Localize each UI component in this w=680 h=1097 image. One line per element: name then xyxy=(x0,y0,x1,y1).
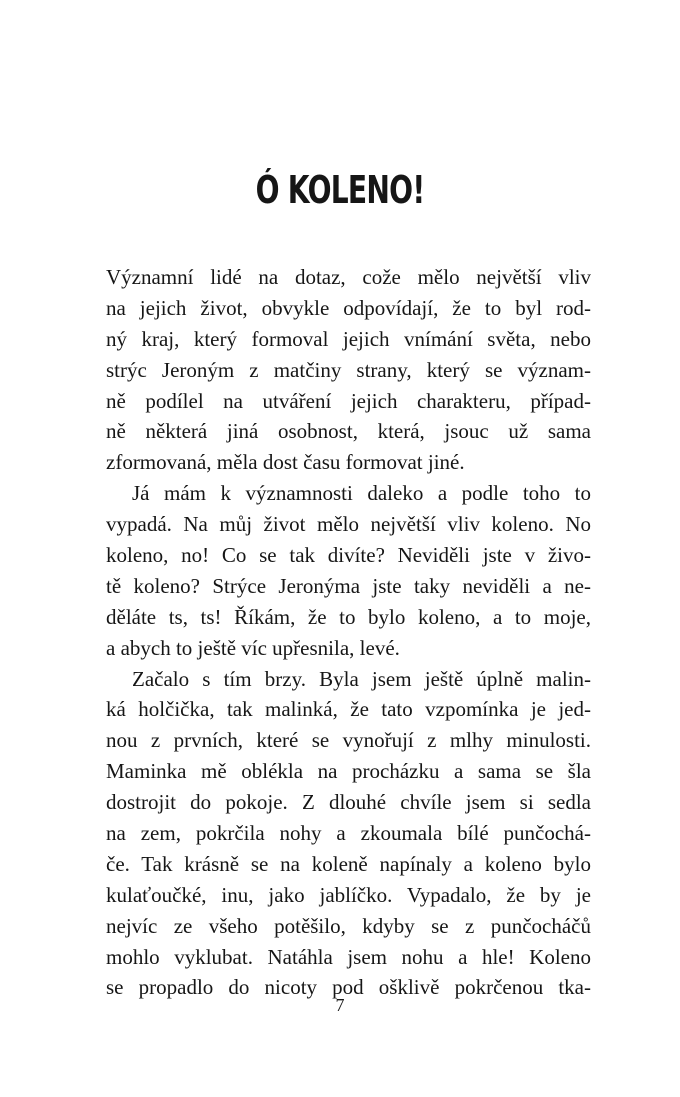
text-line: kulaťoučké, inu, jako jablíčko. Vypadalo, že by je xyxy=(106,882,591,907)
text-line: nejvíc ze všeho potěšilo, kdyby se z punčocháčů xyxy=(106,913,591,938)
text-line: na jejich život, obvykle odpovídají, že to byl rod- xyxy=(106,295,591,320)
text-line: ně některá jiná osobnost, která, jsouc už sama xyxy=(106,419,591,444)
text-line: ká holčička, tak malinká, že tato vzpomínka je jed- xyxy=(106,697,591,722)
text-line: Významní lidé na dotaz, cože mělo největší vliv xyxy=(106,265,591,289)
text-line: nou z prvních, které se vynořují z mlhy minulosti. xyxy=(106,728,591,753)
text-line: Maminka mě oblékla na procházku a sama se šla xyxy=(106,759,591,784)
body-text xyxy=(106,262,591,1003)
text-line: mohlo vyklubat. Natáhla jsem nohu a hle! Koleno xyxy=(106,944,591,969)
text-line: děláte ts, ts! Říkám, že to bylo koleno, a to moje, xyxy=(106,604,591,629)
text-line: Začalo s tím brzy. Byla jsem ještě úplně malin- xyxy=(132,666,591,691)
text-line: a abych to ještě víc upřesnila, levé. xyxy=(106,635,400,660)
text-line: dostrojit do pokoje. Z dlouhé chvíle jsem si sedla xyxy=(106,790,591,815)
text-line: Já mám k významnosti daleko a podle toho to xyxy=(132,481,591,506)
text-line: se propadlo do nicoty pod ošklivě pokrčenou tka- xyxy=(106,975,591,1000)
text-line: na zem, pokrčila nohy a zkoumala bílé punčochá- xyxy=(106,821,591,846)
text-line: ný kraj, který formoval jejich vnímání světa, nebo xyxy=(106,326,591,351)
text-line: tě koleno? Strýce Jeronýma jste taky neviděli a ne- xyxy=(106,573,591,598)
text-line: vypadá. Na můj život mělo největší vliv koleno. No xyxy=(106,512,591,537)
text-line: strýc Jeroným z matčiny strany, který se význam- xyxy=(106,357,591,382)
text-line: če. Tak krásně se na koleně napínaly a koleno bylo xyxy=(106,851,591,876)
text-line: zformovaná, měla dost času formovat jiné. xyxy=(106,450,465,475)
chapter-title: Ó KOLENO! xyxy=(255,168,425,212)
text-line: ně podílel na utváření jejich charakteru, případ- xyxy=(106,388,591,413)
page-number: 7 xyxy=(335,995,345,1015)
text-line: koleno, no! Co se tak divíte? Neviděli jste v živo- xyxy=(106,543,591,568)
